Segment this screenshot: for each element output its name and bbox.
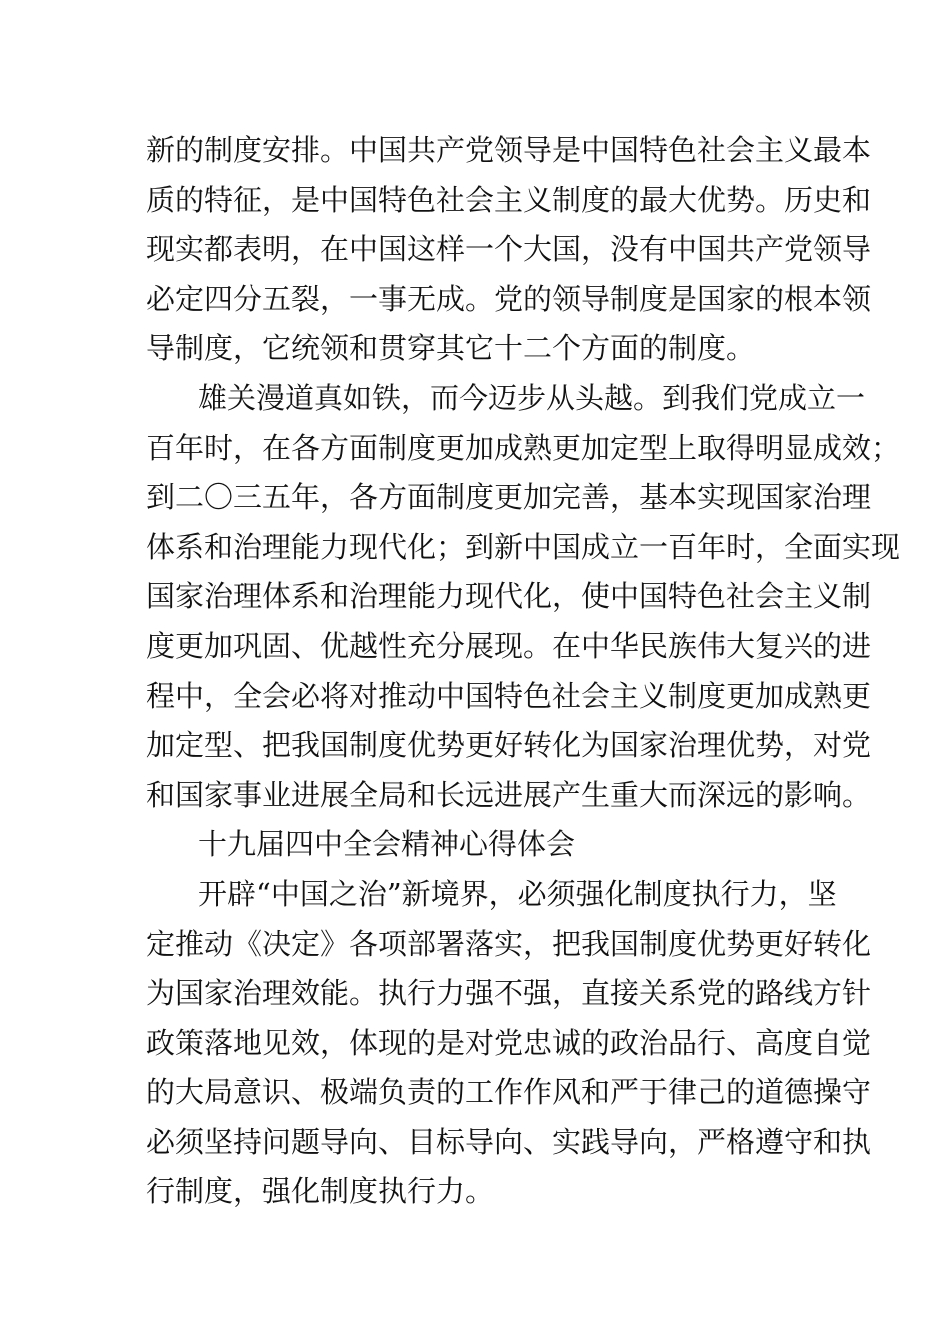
section-heading	[146, 820, 808, 870]
text-line: 新的制度安排。中国共产党领导是中国特色社会主义最本	[146, 133, 872, 167]
text-line: 现实都表明，在中国这样一个大国，没有中国共产党领导	[146, 232, 872, 267]
paragraph-1	[146, 126, 872, 374]
heading-text: 十九届四中全会精神心得体会	[198, 827, 576, 862]
text-line: 必定四分五裂，一事无成。党的领导制度是国家的根本领	[146, 281, 872, 316]
text-line: 百年时，在各方面制度更加成熟更加定型上取得明显成效；	[146, 430, 901, 465]
text-line: 为国家治理效能。执行力强不强，直接关系党的路线方针	[146, 976, 872, 1011]
text-line: 导制度，它统领和贯穿其它十二个方面的制度。	[146, 331, 756, 366]
text-line: 度更加巩固、优越性充分展现。在中华民族伟大复兴的进	[146, 628, 872, 663]
text-line: 质的特征，是中国特色社会主义制度的最大优势。历史和	[146, 182, 872, 217]
paragraph-2	[146, 374, 901, 820]
text-line: 雄关漫道真如铁，而今迈步从头越。到我们党成立一	[198, 380, 866, 415]
text-line: 开辟“中国之治”新境界，必须强化制度执行力，坚	[198, 876, 837, 911]
text-line: 国家治理体系和治理能力现代化，使中国特色社会主义制	[146, 579, 872, 614]
text-line: 程中，全会必将对推动中国特色社会主义制度更加成熟更	[146, 678, 872, 713]
text-line: 定推动《决定》各项部署落实，把我国制度优势更好转化	[146, 926, 872, 961]
text-line: 和国家事业进展全局和长远进展产生重大而深远的影响。	[146, 777, 872, 812]
text-line: 到二〇三五年，各方面制度更加完善，基本实现国家治理	[146, 480, 872, 515]
text-line: 必须坚持问题导向、目标导向、实践导向，严格遵守和执	[146, 1124, 872, 1159]
document-body	[146, 126, 901, 1217]
text-line: 的大局意识、极端负责的工作作风和严于律己的道德操守	[146, 1075, 872, 1110]
text-line: 政策落地见效，体现的是对党忠诚的政治品行、高度自觉	[146, 1025, 872, 1060]
paragraph-3	[146, 870, 872, 1217]
text-line: 行制度，强化制度执行力。	[146, 1174, 495, 1209]
text-line: 加定型、把我国制度优势更好转化为国家治理优势，对党	[146, 728, 872, 763]
text-line: 体系和治理能力现代化；到新中国成立一百年时，全面实现	[146, 529, 901, 564]
